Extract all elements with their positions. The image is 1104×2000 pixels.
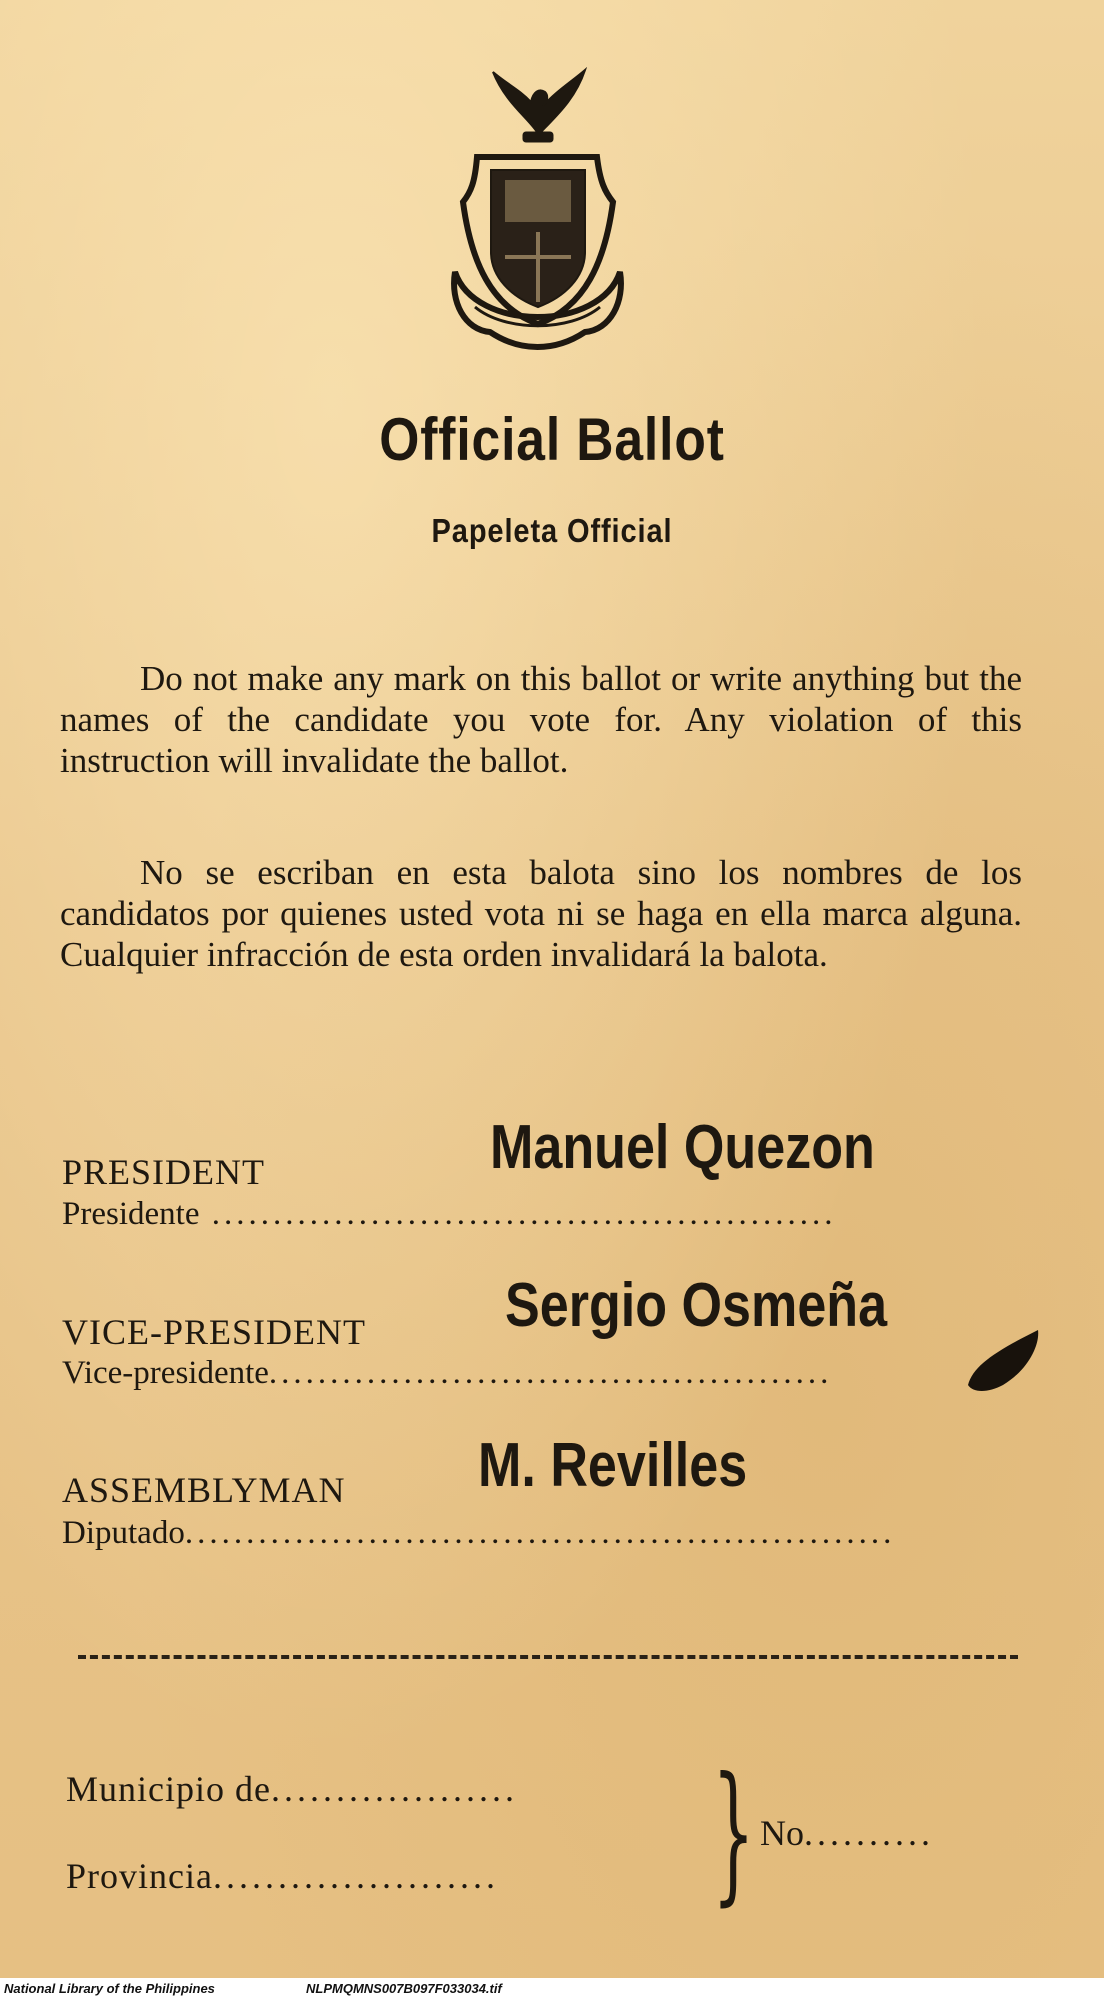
file-id: NLPMQMNS007B097F033034.tif (306, 1981, 502, 1996)
number-line: No.......... (760, 1813, 934, 1853)
candidate-president: Manuel Quezon (490, 1113, 875, 1182)
instructions-spanish (60, 852, 1022, 975)
office-label-vice-president: VICE-PRESIDENT (62, 1312, 366, 1352)
municipio-line: Municipio de................... (66, 1769, 518, 1809)
office-label-president: PRESIDENT (62, 1152, 266, 1192)
municipio-label: Municipio de (66, 1769, 271, 1809)
office-line-president: Presidente ................................................... (62, 1196, 837, 1232)
library-credit: National Library of the Philippines (4, 1981, 215, 1996)
ink-mark-icon (958, 1325, 1043, 1395)
provincia-label: Provincia (66, 1856, 213, 1896)
brace-icon: } (712, 1746, 755, 1920)
archive-footer (0, 1978, 1104, 2000)
candidate-vice-president: Sergio Osmeña (505, 1271, 888, 1340)
instructions-spanish-text: No se escriban en esta balota sino los nombres de los candidatos por quienes usted vota ni se haga en ella marca alguna. Cualquier infracción de esta orden invalidará la balota. (60, 853, 1022, 974)
office-label-es-president: Presidente (62, 1196, 200, 1232)
office-line-assemblyman: Diputado.......................................................... (62, 1515, 896, 1551)
coat-of-arms-seal-icon (435, 62, 640, 357)
office-label-assemblyman: ASSEMBLYMAN (62, 1470, 346, 1510)
number-label: No (760, 1813, 804, 1853)
ballot-subtitle: Papeleta Official (431, 512, 673, 549)
provincia-line: Provincia...................... (66, 1856, 499, 1896)
candidate-assemblyman: M. Revilles (478, 1431, 748, 1500)
office-line-vice-president: Vice-presidente.............................................. (62, 1355, 833, 1391)
office-label-es-vice-president: Vice-presidente (62, 1355, 269, 1391)
instructions-english-text: Do not make any mark on this ballot or write anything but the names of the candidate you vote for. Any violation of this instruction will invalidate the ballot. (60, 659, 1022, 780)
instructions-english (60, 658, 1022, 781)
ballot-title: Official Ballot (379, 406, 725, 473)
blank-line-divider (78, 1655, 1018, 1659)
office-label-es-assemblyman: Diputado (62, 1515, 185, 1551)
